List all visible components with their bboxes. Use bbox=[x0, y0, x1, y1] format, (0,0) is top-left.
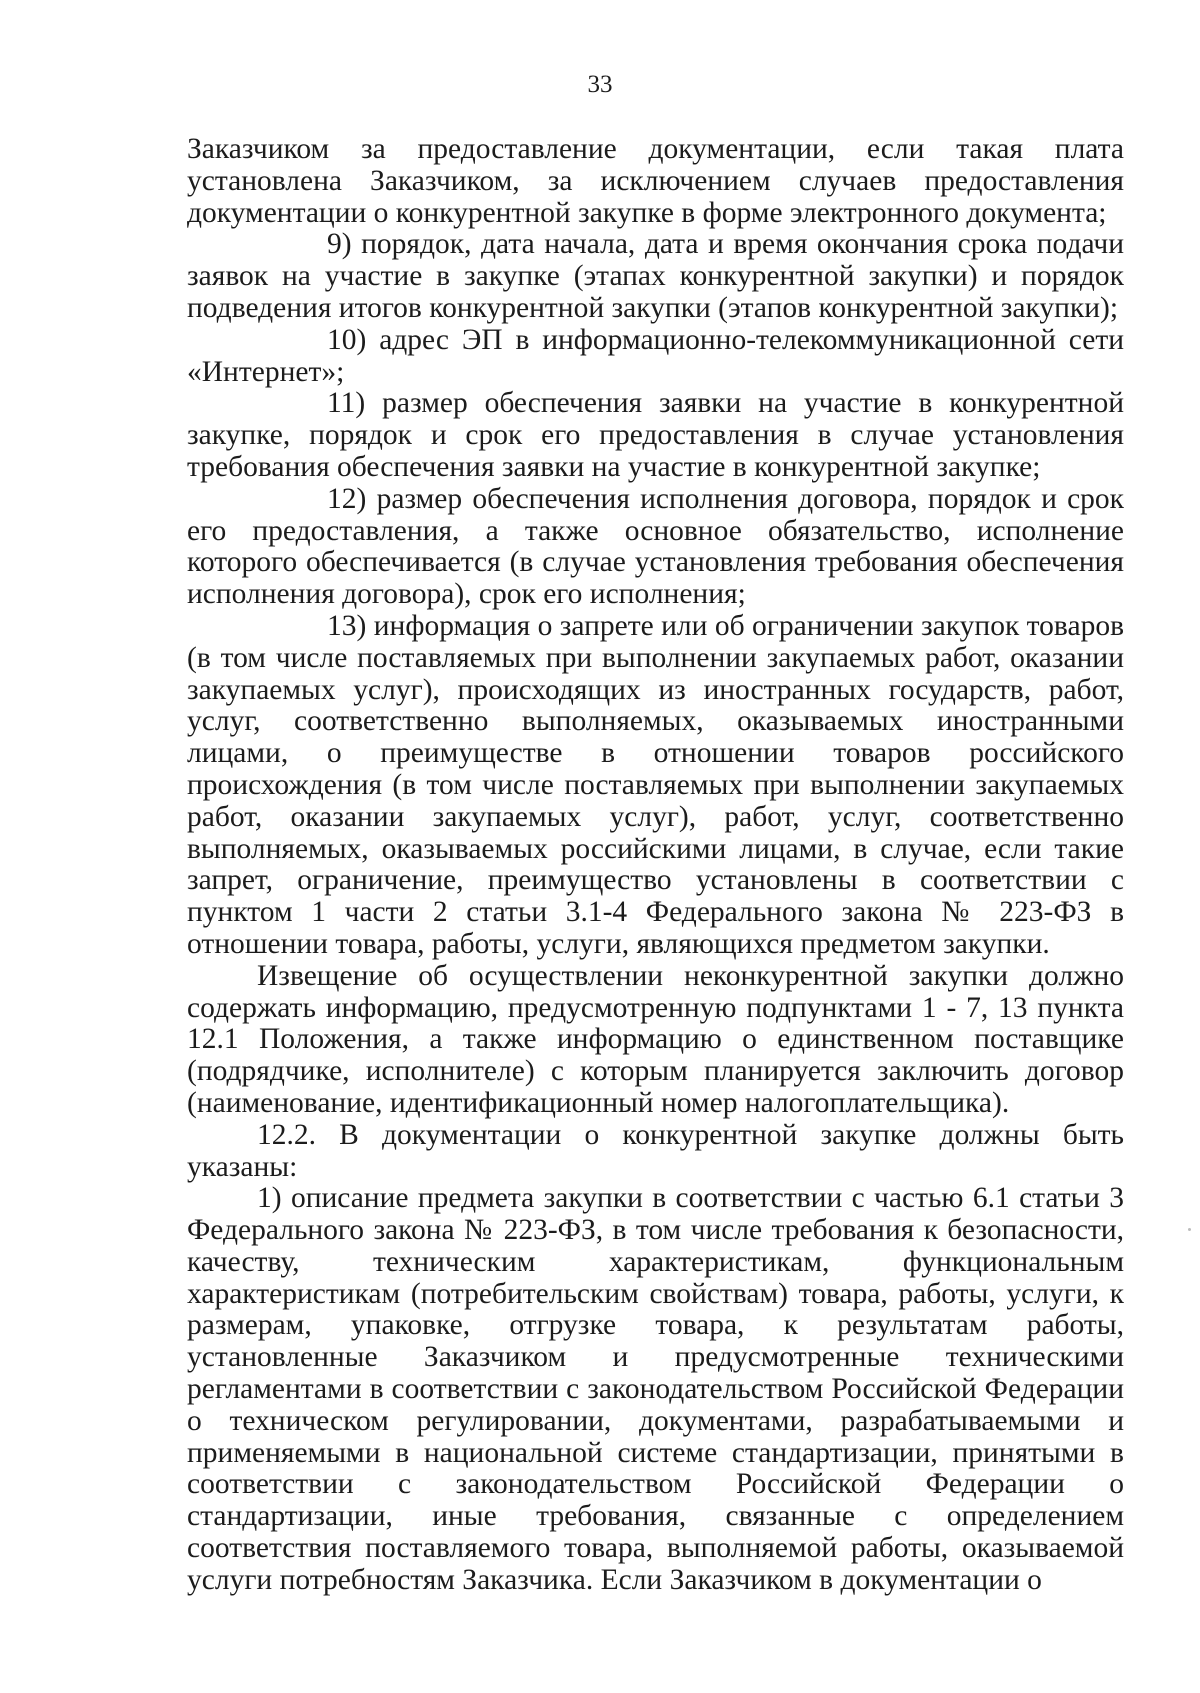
scan-speck bbox=[1188, 1228, 1191, 1231]
list-item-text: адрес ЭП в информационно-телекоммуникационной сети «Интернет»; bbox=[187, 323, 1124, 388]
paragraph-text: 1) описание предмета закупки в соответствии с частью 6.1 статьи 3 Федерального закона № 223-ФЗ, в том числе требования к безопасности, качеству, техническим характеристикам, функциональным характеристикам (потребительским свойствам) товара, работы, услуги, к размерам, упаковке, отгрузке товара, к результатам работы, установленные Заказчиком и предусмотренные техническими регламентами в соответствии с законодательством Российской Федерации о техническом регулировании, документами, разрабатываемыми и применяемыми в национальной системе стандартизации, принятыми в соответствии с законодательством Российской Федерации о стандартизации, иные требования, связанные с определением соответствия поставляемого товара, выполняемой работы, оказываемой услуги потребностям Заказчика. Если Заказчиком в документации о bbox=[187, 1182, 1124, 1596]
list-item-number: 9) bbox=[327, 228, 352, 261]
list-item-10 bbox=[187, 325, 1124, 389]
list-item-9 bbox=[187, 229, 1124, 324]
paragraph-text: 12.2. В документации о конкурентной закупке должны быть указаны: bbox=[187, 1118, 1124, 1183]
list-item-text: размер обеспечения исполнения договора, порядок и срок его предоставления, а также основное обязательство, исполнение которого обеспечивается (в случае установления требования обеспечения исполнения договора), срок его исполнения; bbox=[187, 482, 1125, 611]
list-item-text: информация о запрете или об ограничении закупок товаров (в том числе поставляемых при выполнении закупаемых работ, оказании закупаемых услуг), происходящих из иностранных государств, работ, услуг, соответственно выполняемых, оказываемых иностранными лицами, о преимуществе в отношении товаров российского происхождения (в том числе поставляемых при выполнении закупаемых работ, оказании закупаемых услуг), работ, услуг, соответственно выполняемых, оказываемых российскими лицами, в случае, если такие запрет, ограничение, преимущество установлены в соответствии с пунктом 1 части 2 статьи 3.1-4 Федерального закона № 223-ФЗ в отношении товара, работы, услуги, являющихся предметом закупки. bbox=[187, 609, 1124, 960]
document-body bbox=[187, 134, 1124, 1597]
paragraph-continuation bbox=[187, 134, 1124, 229]
list-item-12 bbox=[187, 484, 1124, 611]
list-item-number: 13) bbox=[327, 609, 367, 642]
paragraph-text: Извещение об осуществлении неконкурентной закупки должно содержать информацию, предусмотренную подпунктами 1 - 7, 13 пункта 12.1 Положения, а также информацию о единственном поставщике (подрядчике, исполнителе) с которым планируется заключить договор (наименование, идентификационный номер налогоплательщика). bbox=[187, 959, 1124, 1119]
list-item-number: 10) bbox=[327, 323, 367, 356]
list-item-number: 11) bbox=[327, 387, 366, 420]
list-item-text: порядок, дата начала, дата и время окончания срока подачи заявок на участие в закупке (этапах конкурентной закупки) и порядок подведения итогов конкурентной закупки (этапов конкурентной закупки); bbox=[187, 228, 1124, 324]
list-item-1 bbox=[187, 1183, 1124, 1596]
list-item-number: 12) bbox=[327, 482, 367, 515]
list-item-13 bbox=[187, 611, 1124, 961]
list-item-11 bbox=[187, 388, 1124, 483]
page-number: 33 bbox=[587, 71, 613, 98]
section-12-2-heading bbox=[187, 1120, 1124, 1184]
paragraph-text: Заказчиком за предоставление документации, если такая плата установлена Заказчиком, за исключением случаев предоставления документации о конкурентной закупке в форме электронного документа; bbox=[187, 133, 1124, 229]
list-item-text: размер обеспечения заявки на участие в конкурентной закупке, порядок и срок его предоставления в случае установления требования обеспечения заявки на участие в конкурентной закупке; bbox=[187, 387, 1125, 483]
paragraph-noncompetitive-notice bbox=[187, 961, 1124, 1120]
